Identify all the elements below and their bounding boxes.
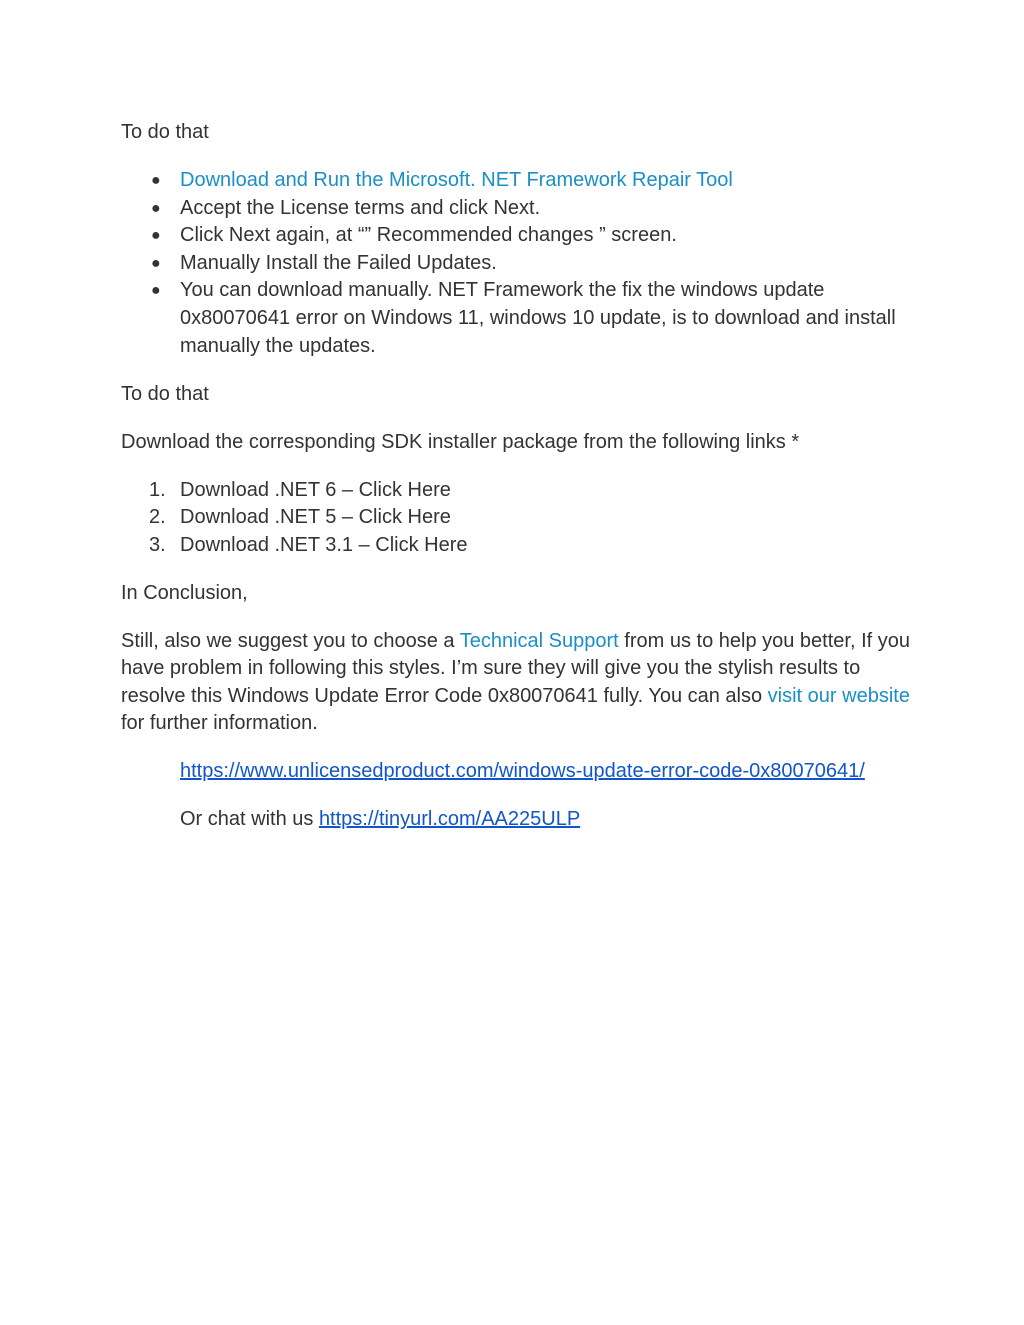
conclusion-paragraph xyxy=(121,628,911,738)
bullet-text: Manually Install the Failed Updates. xyxy=(180,251,497,274)
numbered-text: Download .NET 6 – Click Here xyxy=(180,478,451,501)
technical-support-link[interactable]: Technical Support xyxy=(459,629,619,652)
numbered-item xyxy=(121,504,911,532)
bullet-text: You can download manually. NET Framework the fix the windows update 0x80070641 error on Windows 11, windows 10 update, is to download and install manually the updates. xyxy=(180,279,896,357)
conclusion-text: from us to help you better, If you have problem in following this styles. I’m sure they will give you the stylish results to resolve this Windows Update Error Code 0x80070641 fully. You can also xyxy=(121,629,910,707)
download-numbered-list xyxy=(121,477,911,560)
numbered-text: Download .NET 5 – Click Here xyxy=(180,506,451,529)
numbered-item xyxy=(121,477,911,505)
bullet-marker: ● xyxy=(151,227,161,245)
main-url-link[interactable]: https://www.unlicensedproduct.com/windows-update-error-code-0x80070641/ xyxy=(180,760,865,783)
bullet-text: Accept the License terms and click Next. xyxy=(180,196,541,219)
bullet-item xyxy=(121,222,911,250)
bullet-item xyxy=(121,195,911,223)
number-marker: 2. xyxy=(149,506,166,529)
document-page xyxy=(121,119,911,854)
intro-text-1: To do that xyxy=(121,121,209,143)
download-intro-text: Download the corresponding SDK installer package from the following links * xyxy=(121,430,800,453)
number-marker: 3. xyxy=(149,533,166,556)
bullet-marker: ● xyxy=(151,282,161,300)
bullet-item xyxy=(121,277,911,360)
main-url-paragraph xyxy=(121,758,911,786)
chat-url-link[interactable]: https://tinyurl.com/AA225ULP xyxy=(318,808,581,831)
chat-prefix-text: Or chat with us xyxy=(180,808,319,831)
intro-text-2: To do that xyxy=(121,382,209,405)
bullet-item[interactable] xyxy=(121,167,911,195)
conclusion-text: Still, also we suggest you to choose a xyxy=(121,629,460,652)
bullet-marker: ● xyxy=(151,254,161,272)
bullet-marker: ● xyxy=(151,199,161,217)
visit-website-link[interactable]: visit our website xyxy=(767,684,910,707)
numbered-text: Download .NET 3.1 – Click Here xyxy=(180,533,468,556)
conclusion-text: for further information. xyxy=(121,712,318,735)
bullet-marker: ● xyxy=(151,171,161,189)
numbered-item xyxy=(121,532,911,560)
repair-tool-link[interactable]: Download and Run the Microsoft. NET Framework Repair Tool xyxy=(180,168,733,191)
bullet-text: Click Next again, at “” Recommended changes ” screen. xyxy=(180,224,677,247)
number-marker: 1. xyxy=(149,478,166,501)
conclusion-heading: In Conclusion, xyxy=(121,581,248,604)
steps-bullet-list xyxy=(121,167,911,360)
bullet-item xyxy=(121,250,911,278)
chat-paragraph xyxy=(121,806,911,834)
